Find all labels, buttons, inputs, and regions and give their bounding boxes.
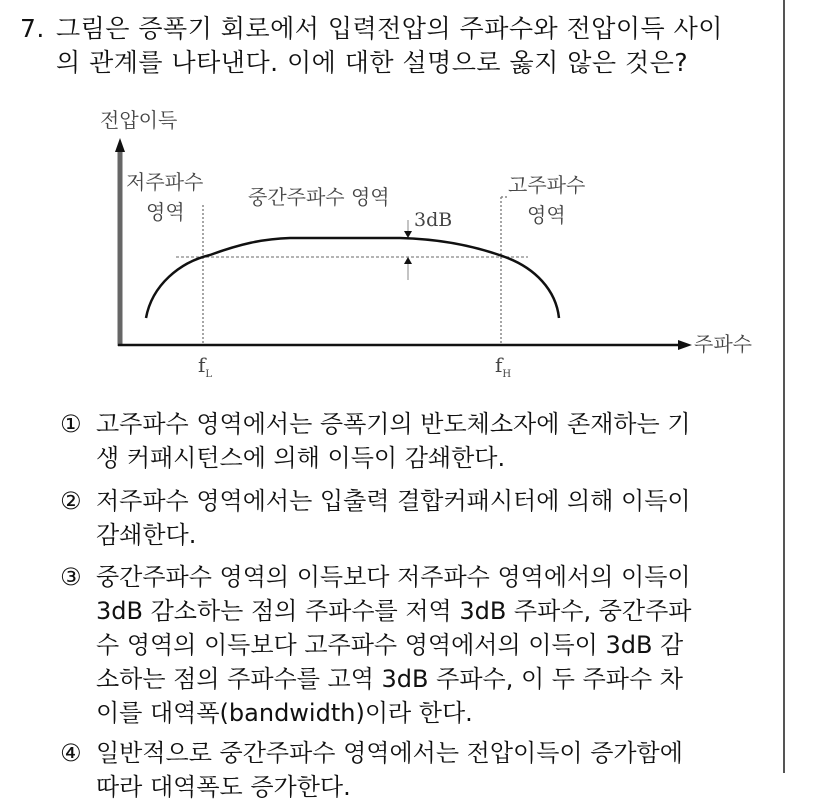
high-region-label-1: 고주파수 <box>508 173 586 197</box>
question-text-line-2: 의 관계를 나타낸다. 이에 대한 설명으로 옳지 않은 것은? <box>56 48 689 77</box>
option-4-line-2: 따라 대역폭도 증가한다. <box>96 773 351 801</box>
gain-curve <box>146 238 559 318</box>
x-axis-label: 주파수 <box>694 332 752 356</box>
option-3-line-4: 소하는 점의 주파수를 고역 3dB 주파수, 이 두 주파수 차 <box>96 665 683 693</box>
low-region-label-2: 영역 <box>146 200 185 224</box>
x-axis-arrow-icon <box>678 340 692 350</box>
frequency-response-diagram <box>0 0 826 400</box>
option-3-line-2: 3dB 감소하는 점의 주파수를 저역 3dB 주파수, 중간주파 <box>96 597 692 625</box>
question-number: 7. <box>20 14 45 43</box>
f-high-label: $f_H$ <box>495 353 512 380</box>
option-2-line-1: 저주파수 영역에서는 입출력 결합커패시터에 의해 이득이 <box>96 487 691 515</box>
question-text-line-1: 그림은 증폭기 회로에서 입력전압의 주파수와 전압이득 사이 <box>56 14 723 43</box>
option-2-mark: ② <box>60 487 82 515</box>
y-axis-arrow-icon <box>115 138 125 152</box>
option-4-mark: ④ <box>60 739 82 767</box>
f-low-label: $f_L$ <box>198 353 213 380</box>
mid-region-label: 중간주파수 영역 <box>248 185 390 209</box>
option-1-line-1: 고주파수 영역에서는 증폭기의 반도체소자에 존재하는 기 <box>96 410 691 438</box>
option-2-line-2: 감쇄한다. <box>96 521 197 549</box>
high-region-label-2: 영역 <box>527 203 566 227</box>
y-axis-label: 전압이득 <box>100 108 178 132</box>
option-4-line-1: 일반적으로 중간주파수 영역에서는 전압이득이 증가함에 <box>96 739 683 767</box>
arrow-up-icon <box>404 257 412 264</box>
option-1-line-2: 생 커패시턴스에 의해 이득이 감쇄한다. <box>96 444 506 472</box>
3db-label: 3dB <box>414 209 453 231</box>
option-3-line-3: 수 영역의 이득보다 고주파수 영역에서의 이득이 3dB 감 <box>96 631 684 659</box>
low-region-label-1: 저주파수 <box>126 170 204 194</box>
option-1-mark: ① <box>60 410 82 438</box>
option-3-line-5: 이를 대역폭(bandwidth)이라 한다. <box>96 699 473 727</box>
option-3-line-1: 중간주파수 영역의 이득보다 저주파수 영역에서의 이득이 <box>96 563 691 591</box>
option-3-mark: ③ <box>60 563 82 591</box>
